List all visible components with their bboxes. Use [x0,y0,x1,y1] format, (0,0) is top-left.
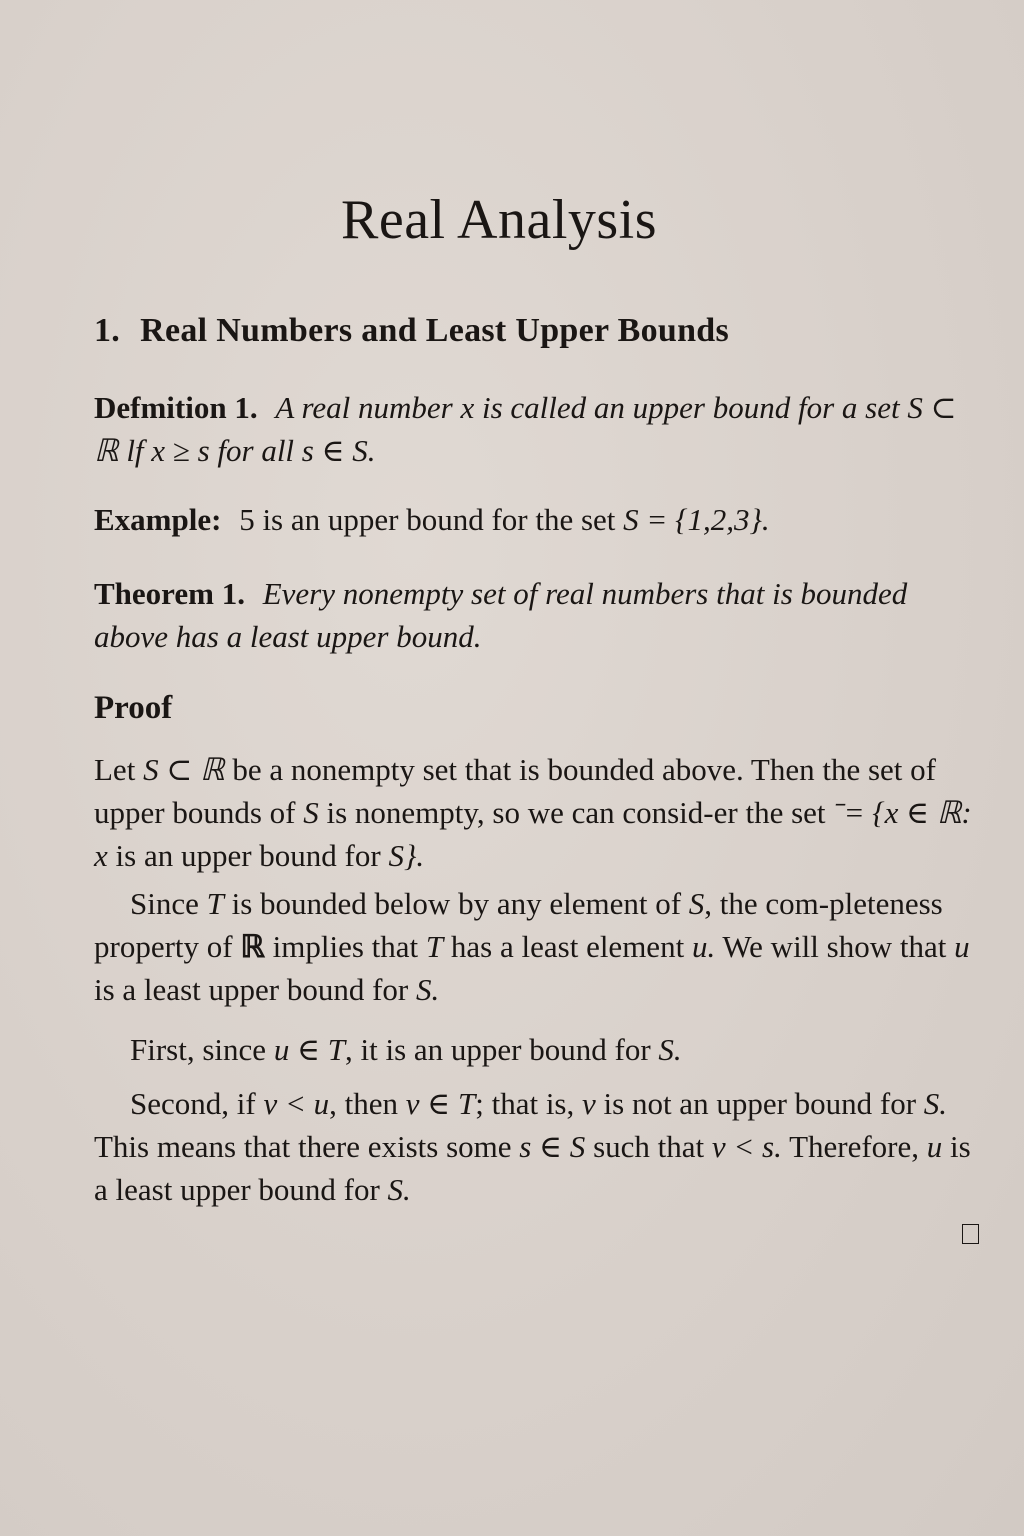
p1-math-2: S [303,795,319,830]
p1-text-4: is an upper bound for [115,838,381,873]
p4-math-7: u [926,1129,943,1164]
theorem-text: Every nonempty set of real numbers that is bounded above has a least upper bound. [94,576,908,654]
definition-block [94,386,984,472]
p4-text-7: Therefore, [789,1129,920,1164]
p2-math-5: u. [691,929,716,964]
section-heading [94,312,729,350]
section-number: 1. [94,312,121,349]
p3-text-1: First, since [130,1032,267,1067]
definition-membership: s ∈ S. [301,433,376,468]
document-page [94,0,994,1536]
proof-paragraph-2 [94,882,984,1011]
p2-math-1: T [206,886,224,921]
p4-text-3: ; that is, [475,1086,575,1121]
p1-text-2: be a nonempty set that is bounded above. Then the set of upper bounds of [94,752,936,830]
p4-text-6: such that [593,1129,705,1164]
definition-var-x: x [460,390,475,425]
p1-math-5: S}. [388,838,425,873]
p3-math-2: S. [658,1032,682,1067]
p2-math-3: ℝ [240,929,265,964]
p4-math-1: v < u [263,1086,330,1121]
p2-text-7: is a least upper bound for [94,972,409,1007]
p4-text-5: This means that there exists some [94,1129,512,1164]
definition-text-2: is called an upper bound for a set [481,390,900,425]
p1-text-3: is nonempty, so we can consid-er the set [326,795,826,830]
definition-label: Defmition 1. [94,390,258,425]
example-block [94,498,984,541]
p2-math-2: S [688,886,705,921]
p4-math-3: v [582,1086,596,1121]
p4-math-2: v ∈ T [405,1086,476,1121]
proof-paragraph-4 [94,1082,984,1211]
p1-math-1: S ⊂ ℝ [143,752,225,787]
p4-text-1: Second, if [130,1086,256,1121]
example-label: Example: [94,502,222,537]
p1-math-3: ˉ= {x ∈ ℝ: [833,795,972,830]
definition-set-expr: S ⊂ ℝ [94,390,957,468]
p4-text-4: is not an upper bound for [603,1086,917,1121]
p2-text-6: We will show that [722,929,947,964]
section-title: Real Numbers and Least Upper Bounds [140,312,730,349]
definition-text-3: for all [217,433,295,468]
p2-text-1: Since [130,886,199,921]
page-title: Real Analysis [340,189,658,251]
p1-text-1: Let [94,752,136,787]
theorem-block [94,572,984,658]
p2-text-5: has a least element [450,929,685,964]
p4-math-6: v < s. [711,1129,782,1164]
definition-if: lf [126,433,144,468]
p2-math-6: u [954,929,970,964]
p2-text-3: , the com-pleteness property of [94,886,943,964]
p2-math-7: S. [415,972,440,1007]
qed-square-icon [962,1224,979,1244]
p3-text-2: , it is an upper bound for [345,1032,651,1067]
definition-text-1: A real number [275,390,453,425]
proof-heading: Proof [94,690,173,726]
p2-text-2: is bounded below by any element of [231,886,682,921]
p1-math-4: x [94,838,108,873]
p4-text-2: , then [329,1086,399,1121]
definition-inequality: x ≥ s [151,433,210,468]
theorem-label: Theorem 1. [94,576,245,611]
example-text: 5 is an upper bound for the set [239,502,616,537]
proof-paragraph-1 [94,748,984,877]
example-set-expr: S = {1,2,3}. [623,502,770,537]
proof-paragraph-3 [94,1028,984,1071]
p4-text-8: is a least upper bound for [94,1129,971,1207]
p4-math-5: s ∈ S [519,1129,586,1164]
p2-math-4: T [425,929,444,964]
p4-math-4: S. [923,1086,948,1121]
p2-text-4: implies that [272,929,419,964]
p3-math-1: u ∈ T [273,1032,346,1067]
p4-math-8: S. [387,1172,411,1207]
